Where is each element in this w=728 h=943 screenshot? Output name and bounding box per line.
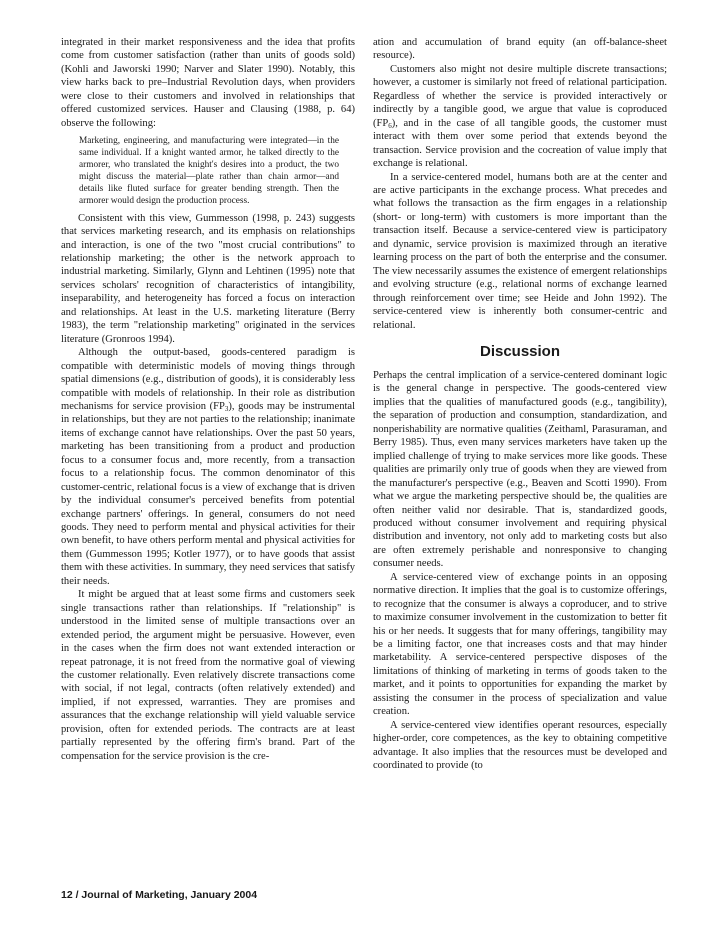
section-heading: Discussion (479, 342, 561, 360)
paragraph (373, 63, 667, 171)
subscript: 3 (224, 404, 229, 413)
paragraph: Perhaps the central implication of a service-centered dominant logic is the general change in perspective. The goods-centered view implies that the qualities of manufactured goods (e.g., tangibility), the separation of production and consumption, standardization, and nonperishability are normative qualities (Zeithaml, Parasuraman, and Berry 1985). Thus, even many services marketers have taken up the implied challenge of trying to make services more like goods. These qualities are primarily only true of goods when they are viewed from the manufacturer's perspective (e.g., Beaven and Scotti 1990). From what we argue the marketing perspective should be, the qualities are often neither valid nor desirable. That is, standardized goods, produced without consumer involvement and requiring physical distribution and inventory, not only add to marketing costs but also are often extremely perishable and nonresponsive to changing consumer needs. (373, 369, 667, 570)
paragraph: A service-centered view of exchange points in an opposing normative direction. It implies that the goal is to customize offerings, to recognize that the consumer is always a coproducer, and to strive to maximize consumer involvement in the customization to better fit his or her needs. It suggests that for many offerings, tangibility may be a limiting factor, one that increases costs and that may hinder marketability. A service-centered perspective disposes of the limitations of thinking of marketing in terms of goods taken to the market, and it points to opportunities for expanding the market by assisting the consumer in the process of specialization and value creation. (373, 571, 667, 718)
paragraph: Consistent with this view, Gummesson (1998, p. 243) suggests that services marketing research, and its emphasis on relationships and interaction, is one of the two "most crucial contributions" to relationship marketing; the other is the network approach to industrial marketing. Similarly, Glynn and Lehtinen (1995) note that services scholars' recognition of characteristics of intangibility, inseparability, and heterogeneity has forced a focus on interaction and relationships. At least in the U.S. marketing literature (Berry 1983), the term "relationship marketing" originated in the services literature (Gronroos 1994). (61, 212, 355, 345)
left-column (61, 36, 355, 763)
paragraph: integrated in their market responsiveness and the idea that profits come from customer satisfaction (rather than units of goods sold) (Kohli and Jaworski 1990; Narver and Slater 1990). Notably, this view harks back to pre–Industrial Revolution days, when providers were close to their customers and involved in relationships that offered customized services. Hauser and Clausing (1988, p. 64) observe the following: (61, 37, 355, 129)
paragraph (61, 346, 355, 588)
text-run: Although the output-based, goods-centered paradigm is compatible with deterministic models of moving things through spatial dimensions (e.g., distribution of goods), it is considerably less compatible with models of relationship. In their role as distribution mechanisms for service provision (FP (61, 347, 355, 412)
text-run: Customers also might not desire multiple discrete transactions; however, a customer is similarly not freed of relational participation. Regardless of whether the service is provided interactively or indirectly by a tangible good, we argue that value is coproduced (FP (373, 63, 667, 129)
right-column (373, 36, 667, 773)
block-quote: Marketing, engineering, and manufacturing were integrated—in the same individual. If a knight wanted armor, he talked directly to the armorer, who translated the knight's desires into a product, the two might discuss the material—plate rather than chain armor—and details like fluted surface for greater bending strength. Then the armorer would design the production process. (79, 136, 339, 206)
text-run: ), and in the case of all tangible goods, the customer must interact with them over some period that extends beyond the transaction. Service provision and the cocreation of value imply that exchange is relational. (373, 117, 667, 170)
paragraph: A service-centered view identifies operant resources, especially higher-order, core competences, as the key to obtaining competitive advantage. It also implies that the resources must be developed and coordinated to provide (to (373, 719, 667, 772)
text-run: ), goods may be instrumental in relationships, but they are not parties to the relationship; inanimate items of exchange cannot have relationships. Over the past 50 years, marketing has been transitioning from a product and production focus to a consumer focus and, more recently, from a transaction focus to a relationship focus. The common denominator of this customer-centric, relational focus is a view of exchange that is driven by the individual consumer's perceived benefits from potential exchange partners' offerings. In general, consumers do not need goods. They need to perform mental and physical activities for their own benefit, to have others perform mental and physical activities for them (Gummesson 1995; Kotler 1977), or to have goods that assist them with these activities. In summary, they need services that satisfy their needs. (61, 400, 356, 587)
paragraph: ation and accumulation of brand equity (an off-balance-sheet resource). (373, 37, 667, 62)
paragraph: In a service-centered model, humans both are at the center and are active participants in the exchange process. What precedes and what follows the transaction as the firm engages in a relationship (short- or long-term) with customers is more important than the transaction itself. Because a service-centered view is participatory and dynamic, service provision is maximized through an iterative learning process on the part of both the enterprise and the consumer. The view necessarily assumes the existence of emergent relationships and evolving structure (e.g., relational norms of exchange learned through reinforcement over time; see Heide and John 1992). The service-centered view is inherently both consumer-centric and relational. (373, 171, 667, 331)
paragraph: It might be argued that at least some firms and customers seek single transactions rather than relationships. If "relationship" is understood in the limited sense of multiple transactions over an extended period, the argument might be persuasive. However, even in the cases when the firm does not want extended interaction or repeat patronage, it is not freed from the normative goal of viewing the customer relationally. Even relatively discrete transactions come with social, if not legal, contracts (often relatively extended) and implied, if not expressed, warranties. They are promises and assurances that the exchange relationship will yield valuable service provision, often for extended periods. The contracts are at least partially represented by the offering firm's brand. Part of the compensation for the service provision is the cre- (61, 589, 355, 762)
subscript: 6 (388, 121, 392, 130)
page-footer: 12 / Journal of Marketing, January 2004 (61, 889, 258, 901)
